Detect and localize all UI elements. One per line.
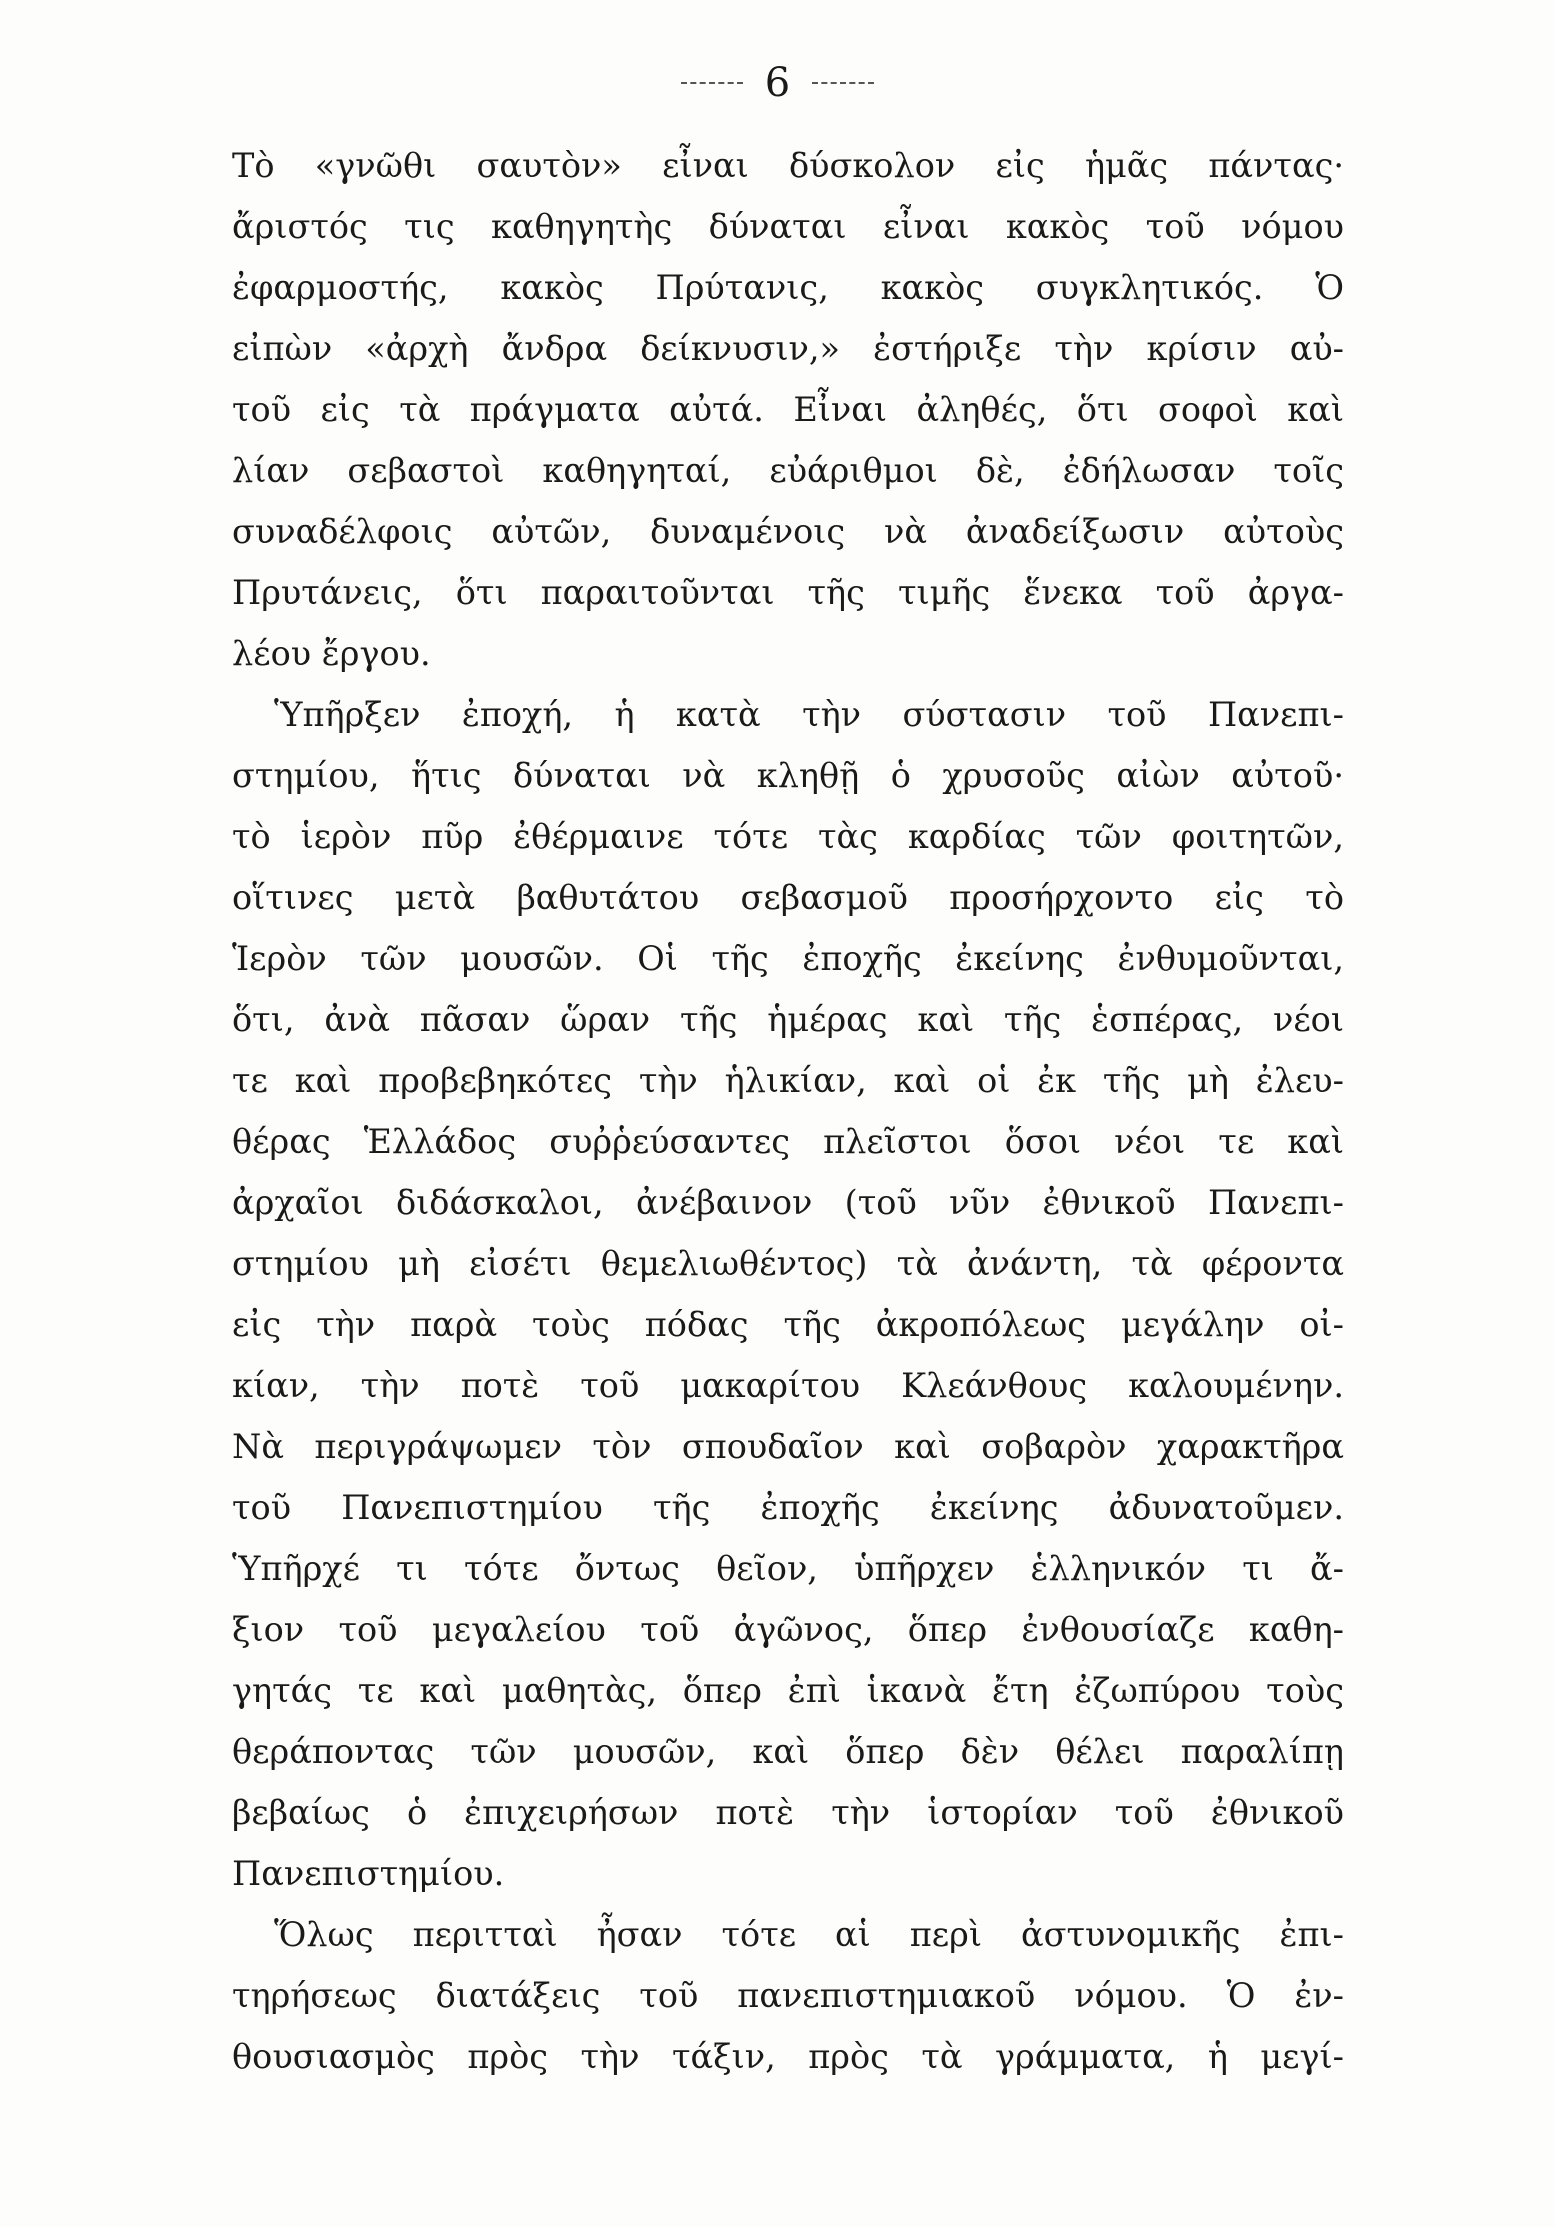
text-line: τε καὶ προβεβηκότες τὴν ἡλικίαν, καὶ οἱ ἐκ τῆς μὴ ἐλευ- (232, 1061, 1344, 1100)
text-line: ἐφαρμοστής, κακὸς Πρύτανις, κακὸς συγκλητικός. Ὁ (232, 268, 1344, 307)
text-line: Τὸ «γνῶθι σαυτὸν» εἶναι δύσκολον εἰς ἡμᾶς πάντας· (232, 146, 1344, 185)
text-line: λέου ἔργου. (232, 634, 431, 673)
text-line: θέρας Ἑλλάδος συῤῥεύσαντες πλεῖστοι ὅσοι νέοι τε καὶ (232, 1122, 1344, 1161)
text-line: Ἱερὸν τῶν μουσῶν. Οἱ τῆς ἐποχῆς ἐκείνης ἐνθυμοῦνται, (232, 939, 1344, 978)
text-line: Ὑπῆρχέ τι τότε ὄντως θεῖον, ὑπῆρχεν ἑλληνικόν τι ἄ- (232, 1549, 1344, 1588)
text-line: τοῦ Πανεπιστημίου τῆς ἐποχῆς ἐκείνης ἀδυνατοῦμεν. (232, 1488, 1344, 1527)
text-line: ἀρχαῖοι διδάσκαλοι, ἀνέβαινον (τοῦ νῦν ἐθνικοῦ Πανεπι- (232, 1183, 1344, 1222)
text-line: Ὅλως περιτταὶ ἦσαν τότε αἱ περὶ ἀστυνομικῆς ἐπι- (274, 1915, 1344, 1954)
text-line: βεβαίως ὁ ἐπιχειρήσων ποτὲ τὴν ἱστορίαν τοῦ ἐθνικοῦ (232, 1793, 1344, 1832)
text-line: στημίου, ἥτις δύναται νὰ κληθῇ ὁ χρυσοῦς αἰὼν αὐτοῦ· (232, 756, 1344, 795)
text-line: κίαν, τὴν ποτὲ τοῦ μακαρίτου Κλεάνθους καλουμένην. (232, 1366, 1344, 1405)
header-rule-left (681, 82, 743, 84)
page-header (0, 58, 1555, 108)
text-line: Πανεπιστημίου. (232, 1854, 505, 1893)
header-rule-right (812, 82, 874, 84)
text-line: εἰς τὴν παρὰ τοὺς πόδας τῆς ἀκροπόλεως μεγάλην οἰ- (232, 1305, 1344, 1344)
text-line: εἰπὼν «ἀρχὴ ἄνδρα δείκνυσιν,» ἐστήριξε τὴν κρίσιν αὐ- (232, 329, 1344, 368)
text-line: συναδέλφοις αὐτῶν, δυναμένοις νὰ ἀναδείξωσιν αὐτοὺς (232, 512, 1344, 551)
text-line: τηρήσεως διατάξεις τοῦ πανεπιστημιακοῦ νόμου. Ὁ ἐν- (232, 1976, 1344, 2015)
text-line: Πρυτάνεις, ὅτι παραιτοῦνται τῆς τιμῆς ἕνεκα τοῦ ἀργα- (232, 573, 1344, 612)
text-line: στημίου μὴ εἰσέτι θεμελιωθέντος) τὰ ἀνάντη, τὰ φέροντα (232, 1244, 1344, 1283)
text-line: Ὑπῆρξεν ἐποχή, ἡ κατὰ τὴν σύστασιν τοῦ Πανεπι- (274, 695, 1344, 734)
text-line: θεράποντας τῶν μουσῶν, καὶ ὅπερ δὲν θέλει παραλίπῃ (232, 1732, 1344, 1771)
text-line: γητάς τε καὶ μαθητὰς, ὅπερ ἐπὶ ἱκανὰ ἔτη ἐζωπύρου τοὺς (232, 1671, 1344, 1710)
text-line: ὅτι, ἀνὰ πᾶσαν ὥραν τῆς ἡμέρας καὶ τῆς ἑσπέρας, νέοι (232, 1000, 1344, 1039)
text-line: θουσιασμὸς πρὸς τὴν τάξιν, πρὸς τὰ γράμματα, ἡ μεγί- (232, 2037, 1344, 2076)
text-line: Νὰ περιγράψωμεν τὸν σπουδαῖον καὶ σοβαρὸν χαρακτῆρα (232, 1427, 1344, 1466)
body-text (232, 135, 1344, 2087)
text-line: οἵτινες μετὰ βαθυτάτου σεβασμοῦ προσήρχοντο εἰς τὸ (232, 878, 1344, 917)
text-line: τοῦ εἰς τὰ πράγματα αὐτά. Εἶναι ἀληθές, ὅτι σοφοὶ καὶ (232, 390, 1344, 429)
text-line: ξιον τοῦ μεγαλείου τοῦ ἀγῶνος, ὅπερ ἐνθουσίαζε καθη- (232, 1610, 1344, 1649)
text-line: τὸ ἱερὸν πῦρ ἐθέρμαινε τότε τὰς καρδίας τῶν φοιτητῶν, (232, 817, 1344, 856)
text-line: λίαν σεβαστοὶ καθηγηταί, εὐάριθμοι δὲ, ἐδήλωσαν τοῖς (232, 451, 1344, 490)
text-line: ἄριστός τις καθηγητὴς δύναται εἶναι κακὸς τοῦ νόμου (232, 207, 1344, 246)
page-number: 6 (764, 60, 791, 106)
